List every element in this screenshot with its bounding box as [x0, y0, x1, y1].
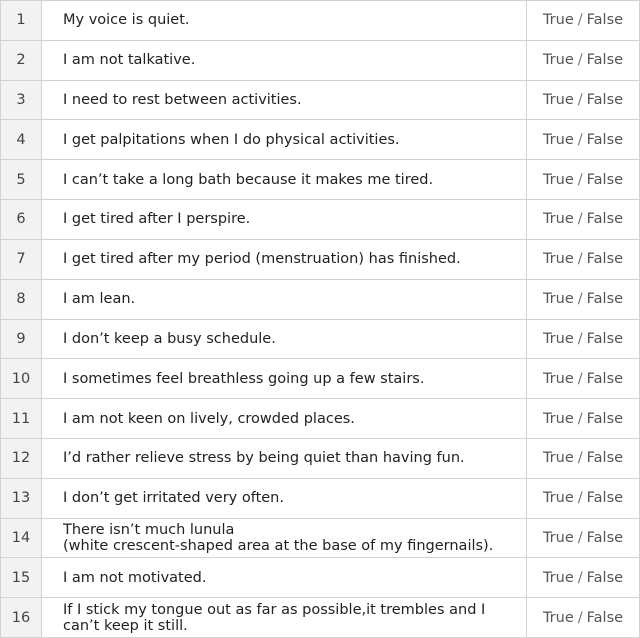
question-number: 5 [1, 160, 42, 200]
question-text-line: can’t keep it still. [63, 617, 188, 634]
question-row [1, 279, 640, 319]
answer-choice [527, 80, 640, 120]
true-option[interactable]: True [542, 291, 574, 308]
false-option[interactable]: False [586, 291, 624, 308]
false-option[interactable]: False [586, 330, 624, 347]
question-row [1, 558, 640, 598]
answer-choice [527, 518, 640, 558]
questionnaire-body [1, 1, 640, 638]
false-option[interactable]: False [586, 609, 624, 626]
question-row [1, 200, 640, 240]
true-option[interactable]: True [542, 410, 574, 427]
true-option[interactable]: True [542, 609, 574, 626]
question-row [1, 518, 640, 558]
true-option[interactable]: True [542, 450, 574, 467]
answer-choice [527, 438, 640, 478]
false-option[interactable]: False [586, 171, 624, 188]
question-text [42, 598, 527, 638]
question-number: 8 [1, 279, 42, 319]
question-number: 2 [1, 40, 42, 80]
true-option[interactable]: True [542, 569, 574, 586]
question-number: 7 [1, 239, 42, 279]
true-option[interactable]: True [542, 251, 574, 268]
false-option[interactable]: False [586, 52, 624, 69]
question-number: 6 [1, 200, 42, 240]
answer-separator: / [577, 370, 583, 387]
answer-separator: / [577, 529, 583, 546]
question-row [1, 478, 640, 518]
question-number: 13 [1, 478, 42, 518]
answer-choice [527, 558, 640, 598]
true-option[interactable]: True [542, 12, 574, 29]
true-option[interactable]: True [542, 370, 574, 387]
false-option[interactable]: False [586, 450, 624, 467]
question-text: I don’t get irritated very often. [42, 478, 527, 518]
answer-separator: / [577, 291, 583, 308]
question-number: 14 [1, 518, 42, 558]
question-text-line: If I stick my tongue out as far as possible,it trembles and I [63, 601, 486, 618]
question-text: I can’t take a long bath because it makes me tired. [42, 160, 527, 200]
true-option[interactable]: True [542, 171, 574, 188]
question-row [1, 438, 640, 478]
question-number: 11 [1, 399, 42, 439]
question-text: I don’t keep a busy schedule. [42, 319, 527, 359]
question-row [1, 319, 640, 359]
false-option[interactable]: False [586, 529, 624, 546]
false-option[interactable]: False [586, 490, 624, 507]
question-number: 16 [1, 598, 42, 638]
question-text-line: There isn’t much lunula [63, 521, 235, 538]
answer-separator: / [577, 131, 583, 148]
answer-choice [527, 1, 640, 41]
false-option[interactable]: False [586, 92, 624, 109]
answer-choice [527, 399, 640, 439]
answer-separator: / [577, 609, 583, 626]
answer-choice [527, 359, 640, 399]
answer-choice [527, 319, 640, 359]
question-text: I am not keen on lively, crowded places. [42, 399, 527, 439]
answer-choice [527, 239, 640, 279]
question-row [1, 598, 640, 638]
answer-separator: / [577, 12, 583, 29]
question-row [1, 160, 640, 200]
question-number: 15 [1, 558, 42, 598]
answer-separator: / [577, 490, 583, 507]
answer-choice [527, 120, 640, 160]
question-text: I need to rest between activities. [42, 80, 527, 120]
answer-separator: / [577, 52, 583, 69]
question-row [1, 120, 640, 160]
question-row [1, 239, 640, 279]
false-option[interactable]: False [586, 211, 624, 228]
answer-choice [527, 598, 640, 638]
answer-separator: / [577, 450, 583, 467]
false-option[interactable]: False [586, 251, 624, 268]
question-text: I get tired after I perspire. [42, 200, 527, 240]
question-number: 1 [1, 1, 42, 41]
answer-separator: / [577, 410, 583, 427]
question-row [1, 399, 640, 439]
false-option[interactable]: False [586, 370, 624, 387]
question-text: I get tired after my period (menstruation) has finished. [42, 239, 527, 279]
true-option[interactable]: True [542, 92, 574, 109]
false-option[interactable]: False [586, 569, 624, 586]
answer-choice [527, 40, 640, 80]
false-option[interactable]: False [586, 131, 624, 148]
question-text: I am lean. [42, 279, 527, 319]
answer-separator: / [577, 251, 583, 268]
true-option[interactable]: True [542, 52, 574, 69]
answer-separator: / [577, 92, 583, 109]
answer-choice [527, 160, 640, 200]
question-text: I’d rather relieve stress by being quiet than having fun. [42, 438, 527, 478]
true-option[interactable]: True [542, 490, 574, 507]
question-number: 10 [1, 359, 42, 399]
true-option[interactable]: True [542, 529, 574, 546]
question-text: I am not talkative. [42, 40, 527, 80]
true-option[interactable]: True [542, 131, 574, 148]
answer-choice [527, 478, 640, 518]
question-text: My voice is quiet. [42, 1, 527, 41]
answer-choice [527, 200, 640, 240]
question-row [1, 1, 640, 41]
question-number: 9 [1, 319, 42, 359]
question-number: 3 [1, 80, 42, 120]
answer-choice [527, 279, 640, 319]
question-row [1, 80, 640, 120]
question-text: I get palpitations when I do physical activities. [42, 120, 527, 160]
answer-separator: / [577, 211, 583, 228]
false-option[interactable]: False [586, 12, 624, 29]
answer-separator: / [577, 330, 583, 347]
false-option[interactable]: False [586, 410, 624, 427]
question-text: I sometimes feel breathless going up a few stairs. [42, 359, 527, 399]
question-row [1, 40, 640, 80]
question-row [1, 359, 640, 399]
question-text [42, 518, 527, 558]
question-number: 4 [1, 120, 42, 160]
answer-separator: / [577, 569, 583, 586]
true-option[interactable]: True [542, 211, 574, 228]
question-text: I am not motivated. [42, 558, 527, 598]
answer-separator: / [577, 171, 583, 188]
question-text-line: (white crescent-shaped area at the base of my fingernails). [63, 537, 494, 554]
question-number: 12 [1, 438, 42, 478]
true-option[interactable]: True [542, 330, 574, 347]
